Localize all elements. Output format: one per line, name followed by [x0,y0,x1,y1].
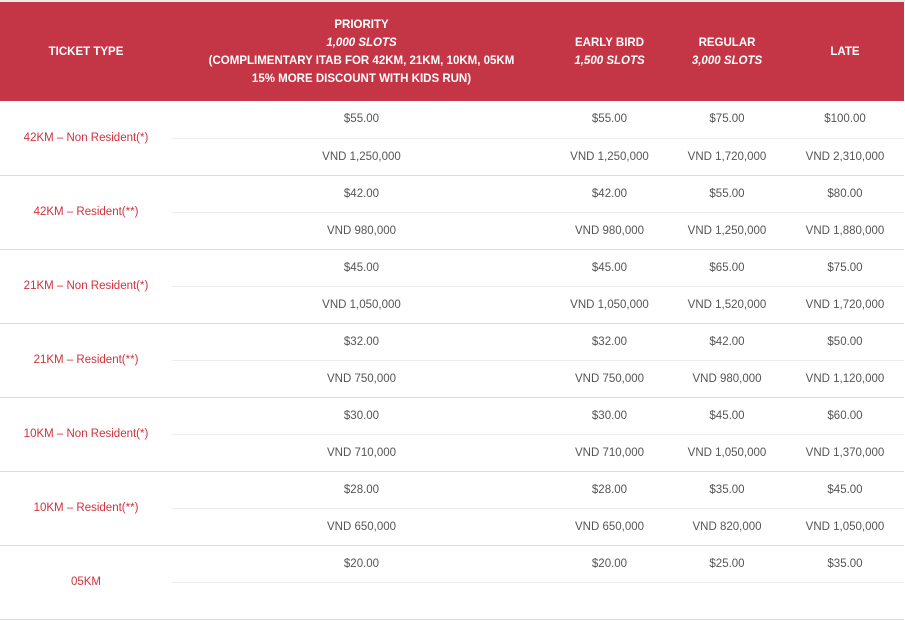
price-late-usd: $60.00 [786,397,904,434]
price-priority-vnd: VND 710,000 [172,434,551,471]
price-late-usd: $45.00 [786,471,904,508]
price-early-bird-usd: $30.00 [551,397,668,434]
price-early-bird-usd: $42.00 [551,175,668,212]
price-priority-vnd: VND 650,000 [172,508,551,545]
price-regular-usd: $45.00 [668,397,786,434]
table-row-usd [0,175,904,212]
price-regular-usd: $75.00 [668,101,786,138]
price-priority-usd: $20.00 [172,545,551,582]
price-late-usd: $100.00 [786,101,904,138]
table-row-usd [0,397,904,434]
price-early-bird-usd: $32.00 [551,323,668,360]
price-regular-vnd: VND 1,050,000 [668,434,786,471]
ticket-type-label: 10KM – Non Resident(*) [0,397,172,471]
price-early-bird-vnd: VND 650,000 [551,508,668,545]
ticket-type-label: 21KM – Non Resident(*) [0,249,172,323]
price-regular-usd: $55.00 [668,175,786,212]
header-early-bird [551,2,668,101]
header-priority [172,2,551,101]
ticket-type-label: 21KM – Resident(**) [0,323,172,397]
price-late-vnd: VND 1,720,000 [786,286,904,323]
price-priority-vnd: VND 750,000 [172,360,551,397]
price-late-vnd: VND 1,880,000 [786,212,904,249]
table-row-usd [0,323,904,360]
price-priority-usd: $42.00 [172,175,551,212]
price-regular-vnd: VND 1,720,000 [668,138,786,175]
price-priority-vnd: VND 1,050,000 [172,286,551,323]
price-early-bird-usd: $45.00 [551,249,668,286]
table-row-usd [0,249,904,286]
price-regular-vnd [668,582,786,619]
ticket-type-label: 05KM [0,545,172,619]
ticket-type-label: 42KM – Resident(**) [0,175,172,249]
price-regular-usd: $35.00 [668,471,786,508]
price-regular-vnd: VND 820,000 [668,508,786,545]
price-early-bird-vnd: VND 1,250,000 [551,138,668,175]
price-early-bird-usd: $20.00 [551,545,668,582]
regular-slots: 3,000 SLOTS [691,54,763,67]
late-title: LATE [830,45,860,58]
priority-title: PRIORITY [334,18,389,31]
price-early-bird-vnd: VND 980,000 [551,212,668,249]
price-regular-vnd: VND 980,000 [668,360,786,397]
price-priority-vnd: VND 1,250,000 [172,138,551,175]
price-late-vnd: VND 2,310,000 [786,138,904,175]
price-priority-usd: $45.00 [172,249,551,286]
price-late-vnd: VND 1,120,000 [786,360,904,397]
price-regular-usd: $42.00 [668,323,786,360]
ticket-type-label: 42KM – Non Resident(*) [0,101,172,175]
table-row-usd [0,545,904,582]
priority-slots: 1,000 SLOTS [326,36,397,49]
price-priority-vnd: VND 980,000 [172,212,551,249]
price-late-usd: $50.00 [786,323,904,360]
price-priority-usd: $55.00 [172,101,551,138]
price-early-bird-vnd [551,582,668,619]
priority-note-2: 15% MORE DISCOUNT WITH KIDS RUN) [251,72,472,85]
price-priority-vnd [172,582,551,619]
price-late-usd: $35.00 [786,545,904,582]
table-header [0,2,904,101]
regular-title: REGULAR [698,36,756,49]
price-late-vnd: VND 1,050,000 [786,508,904,545]
price-regular-usd: $25.00 [668,545,786,582]
ticket-type-label: 10KM – Resident(**) [0,471,172,545]
price-priority-usd: $30.00 [172,397,551,434]
price-early-bird-vnd: VND 710,000 [551,434,668,471]
price-early-bird-vnd: VND 750,000 [551,360,668,397]
price-late-usd: $80.00 [786,175,904,212]
price-regular-vnd: VND 1,250,000 [668,212,786,249]
early-bird-slots: 1,500 SLOTS [574,54,645,67]
ticket-price-table [0,2,904,620]
header-late [786,2,904,101]
header-regular [668,2,786,101]
price-regular-usd: $65.00 [668,249,786,286]
header-ticket-type: TICKET TYPE [0,2,172,101]
price-early-bird-usd: $55.00 [551,101,668,138]
price-early-bird-usd: $28.00 [551,471,668,508]
early-bird-title: EARLY BIRD [574,36,645,49]
table-body [0,101,904,619]
table-row-usd [0,471,904,508]
price-early-bird-vnd: VND 1,050,000 [551,286,668,323]
priority-note-1: (COMPLIMENTARY ITAB FOR 42KM, 21KM, 10KM, 05KM [208,54,515,67]
price-priority-usd: $28.00 [172,471,551,508]
header-row [0,2,904,101]
price-late-usd: $75.00 [786,249,904,286]
price-priority-usd: $32.00 [172,323,551,360]
table-row-usd [0,101,904,138]
price-late-vnd: VND 1,370,000 [786,434,904,471]
price-late-vnd [786,582,904,619]
price-regular-vnd: VND 1,520,000 [668,286,786,323]
